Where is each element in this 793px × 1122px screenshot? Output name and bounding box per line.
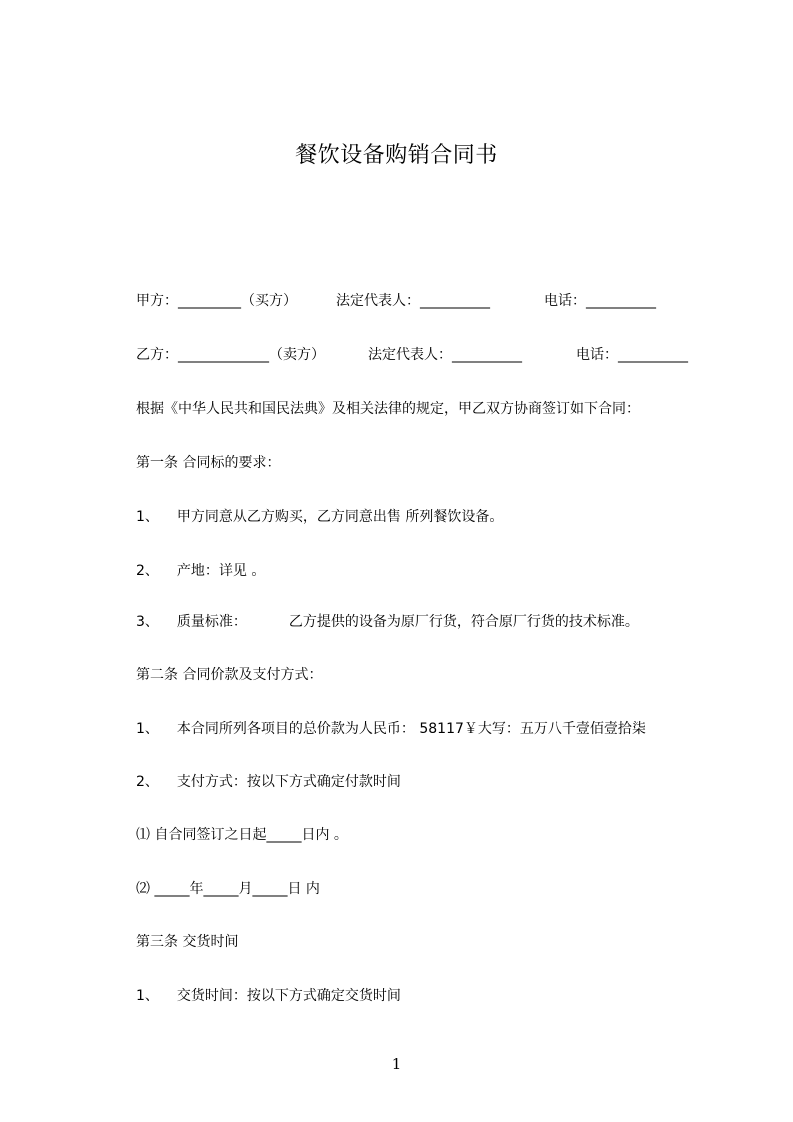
page-number: 1: [391, 1055, 402, 1073]
article-1-item-1: [136, 507, 503, 527]
preamble: 根据《中华人民共和国民法典》及相关法律的规定，甲乙双方协商签订如下合同：: [136, 401, 640, 417]
article-3-item-1: [136, 986, 401, 1006]
item-text: 产地：详见 。: [176, 563, 266, 579]
article-3-heading: 第三条 交货时间: [136, 934, 239, 950]
article-2-subitem-2: ⑵ _____年_____月_____日 内: [136, 881, 320, 897]
article-2-item-1: [136, 719, 646, 739]
item-text: 乙方提供的设备为原厂行货，符合原厂行货的技术标准。: [288, 614, 639, 630]
party-b-row: [136, 345, 716, 365]
article-1-heading: 第一条 合同标的要求：: [136, 455, 281, 471]
party-b-label: 乙方：_____________（卖方）: [136, 347, 325, 363]
item-text: 支付方式：按以下方式确定付款时间: [176, 774, 401, 790]
party-a-label: 甲方：_________（买方）: [136, 293, 297, 309]
item-label: 质量标准：: [176, 614, 247, 630]
item-text: 本合同所列各项目的总价款为人民币： 58117￥大写：五万八千壹佰壹拾柒: [176, 721, 646, 737]
article-1-item-2: [136, 561, 265, 581]
item-text: 甲方同意从乙方购买，乙方同意出售 所列餐饮设备。: [176, 509, 504, 525]
item-number: 2、: [136, 774, 159, 790]
item-text: 交货时间：按以下方式确定交货时间: [176, 988, 401, 1004]
party-b-representative: 法定代表人：__________: [368, 347, 522, 363]
item-number: 3、: [136, 614, 159, 630]
article-2-heading: 第二条 合同价款及支付方式：: [136, 667, 323, 683]
article-2-subitem-1: ⑴ 自合同签订之日起_____日内 。: [136, 827, 348, 843]
item-number: 1、: [136, 509, 159, 525]
item-number: 1、: [136, 988, 159, 1004]
item-number: 1、: [136, 721, 159, 737]
item-number: 2、: [136, 563, 159, 579]
party-a-representative: 法定代表人：__________: [336, 293, 490, 309]
party-b-phone: 电话：__________: [576, 347, 688, 363]
document-title: 餐饮设备购销合同书: [295, 143, 498, 168]
article-1-item-3: [136, 612, 639, 632]
party-a-row: [136, 291, 696, 311]
article-2-item-2: [136, 772, 401, 792]
party-a-phone: 电话：__________: [544, 293, 656, 309]
